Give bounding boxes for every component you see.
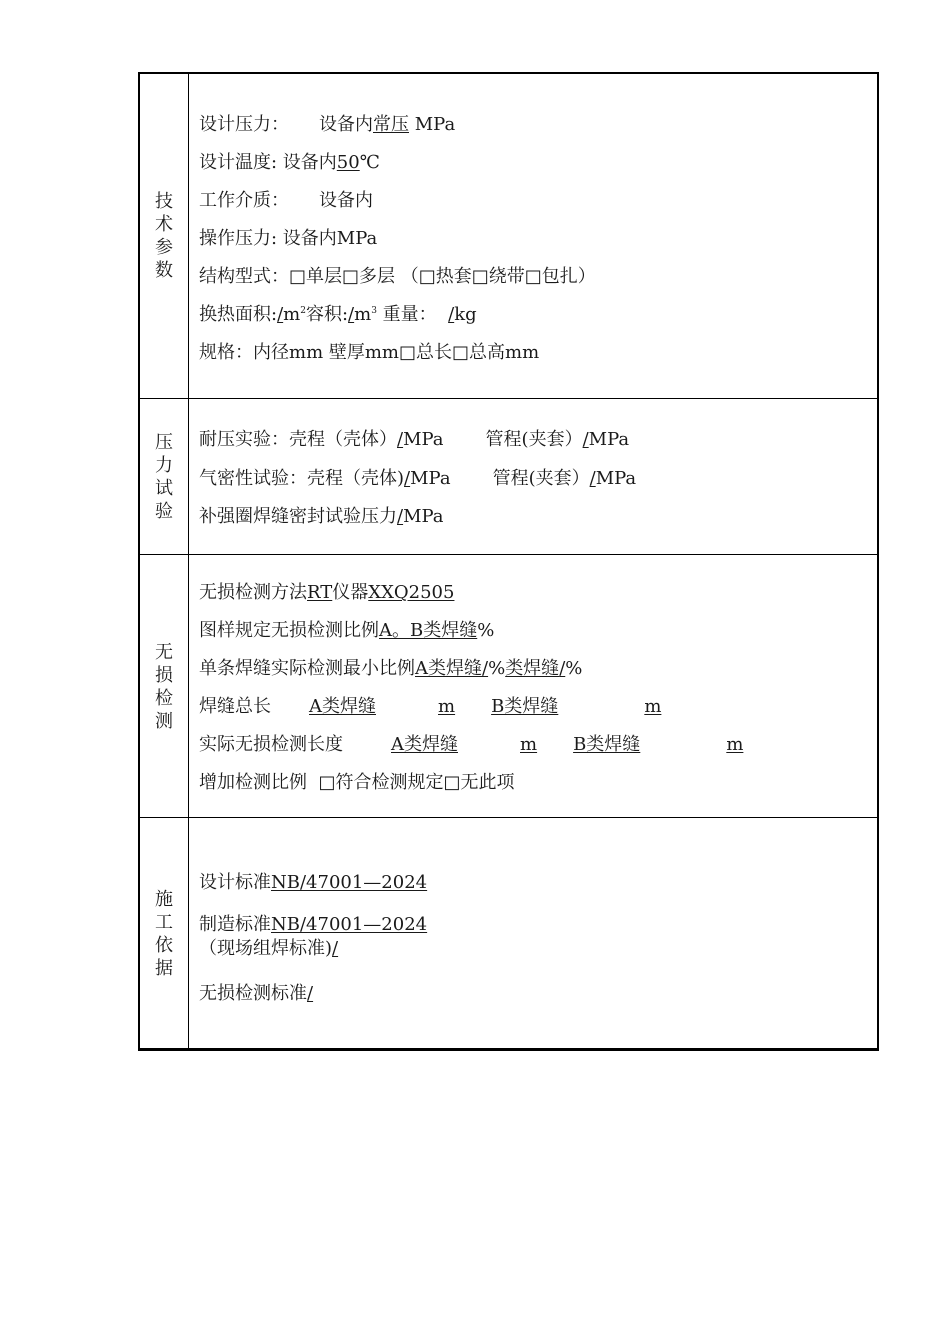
- ndt-min-ratio-line: 单条焊缝实际检测最小比例A类焊缝/%类焊缝/%: [199, 658, 583, 679]
- weight-value: /: [448, 304, 455, 325]
- label-char: 力: [155, 455, 173, 476]
- ndt-standard-line: 无损检测标准/: [199, 983, 314, 1004]
- ndt-method-line: 无损检测方法RT仪器XXQ2505: [199, 582, 455, 603]
- air-tightness-test-line: 气密性试验：壳程（壳体)/MPa 管程(夹套）/MPa: [199, 468, 637, 489]
- increase-ratio-line: 增加检测比例 □符合检测规定□无此项: [199, 772, 515, 793]
- structure-type-line: 结构型式：□单层□多层 （□热套□绕带□包扎）: [199, 266, 596, 287]
- label-char: 验: [155, 501, 173, 522]
- weld-total-length-line: 焊缝总长 A类焊缝 m B类焊缝 m: [199, 696, 662, 717]
- label-char: 无: [155, 641, 173, 663]
- section-ndt: [140, 554, 877, 818]
- section-label-tech: [140, 74, 188, 398]
- column-divider: [188, 555, 189, 818]
- column-divider: [188, 818, 189, 1049]
- seal-test-line: 补强圈焊缝密封试验压力/MPa: [199, 506, 444, 527]
- manufacturing-standard-line: 制造标准NB/47001—2024: [199, 914, 428, 935]
- section-label-ndt: [140, 555, 188, 818]
- area-volume-weight-line: 换热面积$:/m^2$容积$:/m^3$ 重量： /kg: [199, 304, 477, 325]
- site-welding-standard-line: （现场组焊标准)/: [199, 938, 339, 959]
- label-char: 施: [155, 888, 173, 910]
- operating-pressure-line: 操作压力: 设备内MPa: [199, 228, 378, 249]
- label-char: 据: [155, 957, 173, 979]
- design-pressure-value: 常压: [373, 114, 409, 135]
- label-char: 工: [155, 911, 173, 933]
- area-value: /: [277, 304, 284, 325]
- label-char: 试: [155, 478, 173, 499]
- specification-line: 规格：内径mm 壁厚mm□总长□总高mm: [199, 342, 540, 363]
- actual-ndt-length-line: 实际无损检测长度 A类焊缝 m B类焊缝 m: [199, 734, 744, 755]
- column-divider: [188, 74, 189, 398]
- section-construction-basis: [140, 817, 877, 1049]
- label-char: 测: [155, 710, 173, 732]
- section-technical-params: [140, 74, 877, 398]
- design-temperature-line: 设计温度: 设备内50℃: [199, 152, 380, 173]
- label-char: 依: [155, 934, 173, 956]
- label-char: 数: [155, 260, 173, 281]
- section-label-pressure: [140, 399, 188, 555]
- design-pressure-line: 设计压力： 设备内常压 MPa: [199, 114, 456, 135]
- section-label-basis: [140, 818, 188, 1049]
- hydro-test-line: 耐压实验：壳程（壳体）/MPa 管程(夹套）/MPa: [199, 429, 630, 450]
- medium-line: 工作介质： 设备内: [199, 190, 373, 211]
- ndt-ratio-line: 图样规定无损检测比例A。B类焊缝%: [199, 620, 495, 641]
- label-char: 术: [155, 214, 173, 235]
- section-pressure-test: [140, 398, 877, 555]
- label-char: 检: [155, 687, 173, 709]
- label-char: 参: [155, 237, 173, 258]
- label-char: 压: [155, 432, 173, 453]
- technical-form: [138, 72, 879, 1051]
- design-standard-line: 设计标准NB/47001—2024: [199, 872, 428, 893]
- volume-value: /: [348, 304, 355, 325]
- label-char: 损: [155, 664, 173, 686]
- label-char: 技: [155, 191, 173, 212]
- column-divider: [188, 399, 189, 555]
- design-temperature-value: 50: [336, 152, 360, 173]
